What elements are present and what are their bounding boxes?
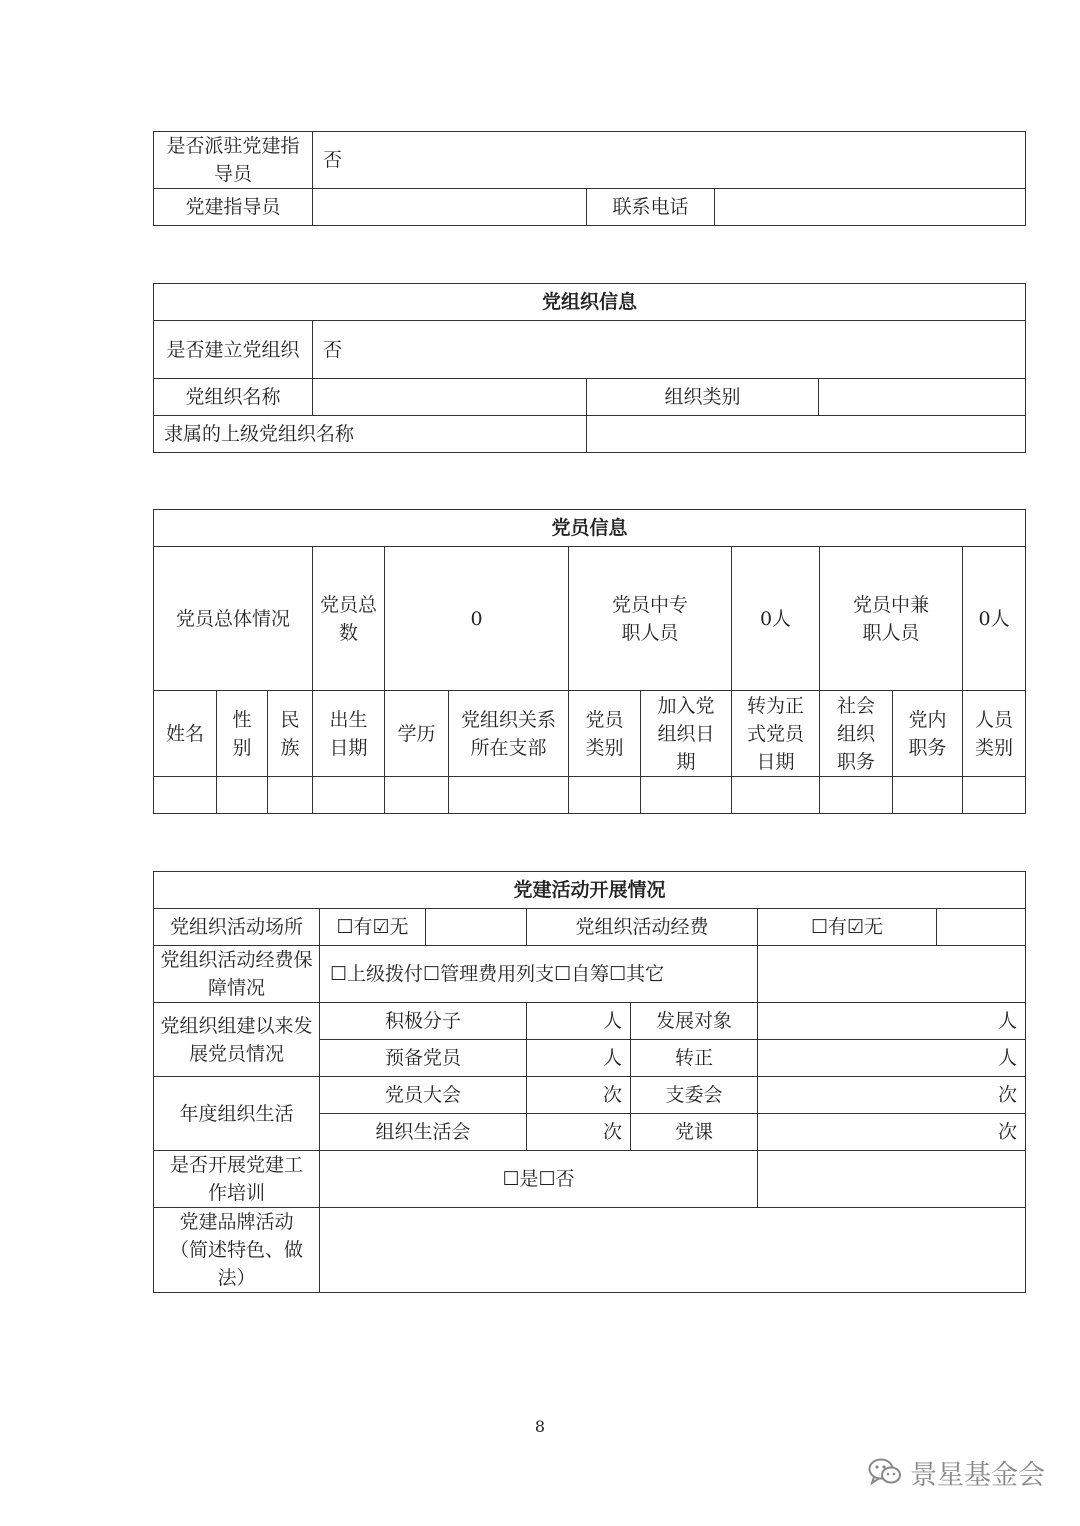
activists-unit: 人 [527, 1003, 631, 1040]
watermark [868, 1454, 1045, 1490]
table-cell [569, 777, 641, 814]
activity-table [153, 871, 1026, 1293]
wechat-icon [868, 1457, 902, 1487]
org-info-title: 党组织信息 [154, 284, 1026, 321]
org-name-value [313, 379, 587, 416]
guarantee-label: 党组织活动经费保障情况 [154, 946, 320, 1003]
congress-label: 党员大会 [320, 1077, 527, 1114]
member-parttime-value: 0人 [963, 547, 1026, 691]
guarantee-options[interactable]: ☐上级拨付☐管理费用列支☐自筹☐其它 [320, 946, 758, 1003]
col-header: 社会组织职务 [820, 691, 893, 777]
org-established-value: 否 [313, 321, 1026, 379]
confirmed-label: 转正 [631, 1040, 758, 1077]
life-meeting-unit: 次 [527, 1114, 631, 1151]
training-checkbox[interactable]: ☐是☐否 [320, 1151, 758, 1208]
table-cell [268, 777, 313, 814]
funds-checkbox[interactable]: ☐有☑无 [758, 909, 937, 946]
table-cell [449, 777, 569, 814]
org-type-label: 组织类别 [587, 379, 819, 416]
phone-value [715, 189, 1026, 226]
col-header: 党员类别 [569, 691, 641, 777]
member-overall-label: 党员总体情况 [154, 547, 313, 691]
probationary-unit: 人 [527, 1040, 631, 1077]
col-header: 人员类别 [963, 691, 1026, 777]
col-header: 姓名 [154, 691, 217, 777]
member-info-table [153, 509, 1026, 814]
phone-label: 联系电话 [587, 189, 715, 226]
watermark-text: 景星基金会 [910, 1459, 1045, 1491]
guarantee-extra [758, 946, 1026, 1003]
develop-label: 党组织组建以来发展党员情况 [154, 1003, 320, 1077]
dispatched-label: 是否派驻党建指导员 [154, 132, 313, 189]
table-cell [893, 777, 963, 814]
committee-label: 支委会 [631, 1077, 758, 1114]
col-header: 党内职务 [893, 691, 963, 777]
training-label: 是否开展党建工作培训 [154, 1151, 320, 1208]
venue-checkbox[interactable]: ☐有☑无 [320, 909, 426, 946]
life-meeting-label: 组织生活会 [320, 1114, 527, 1151]
member-total-value: 0 [385, 547, 569, 691]
member-fulltime-label: 党员中专职人员 [569, 547, 732, 691]
venue-label: 党组织活动场所 [154, 909, 320, 946]
table-cell [732, 777, 820, 814]
committee-unit: 次 [758, 1077, 1026, 1114]
org-established-label: 是否建立党组织 [154, 321, 313, 379]
venue-extra [426, 909, 527, 946]
table-cell [217, 777, 268, 814]
table-cell [641, 777, 732, 814]
dispatch-table [153, 131, 1026, 226]
class-label: 党课 [631, 1114, 758, 1151]
col-header: 加入党组织日期 [641, 691, 732, 777]
table-cell [820, 777, 893, 814]
col-header: 学历 [385, 691, 449, 777]
activity-title: 党建活动开展情况 [154, 872, 1026, 909]
funds-extra [937, 909, 1026, 946]
class-unit: 次 [758, 1114, 1026, 1151]
member-parttime-label: 党员中兼职人员 [820, 547, 963, 691]
member-total-label: 党员总数 [313, 547, 385, 691]
member-fulltime-value: 0人 [732, 547, 820, 691]
congress-unit: 次 [527, 1077, 631, 1114]
instructor-value [313, 189, 587, 226]
confirmed-unit: 人 [758, 1040, 1026, 1077]
table-cell [385, 777, 449, 814]
target-unit: 人 [758, 1003, 1026, 1040]
col-header: 党组织关系所在支部 [449, 691, 569, 777]
probationary-label: 预备党员 [320, 1040, 527, 1077]
table-cell [313, 777, 385, 814]
funds-label: 党组织活动经费 [527, 909, 758, 946]
org-name-label: 党组织名称 [154, 379, 313, 416]
org-parent-label: 隶属的上级党组织名称 [154, 416, 587, 453]
table-cell [963, 777, 1026, 814]
org-info-table [153, 283, 1026, 453]
org-parent-value [587, 416, 1026, 453]
dispatched-value: 否 [313, 132, 1026, 189]
instructor-label: 党建指导员 [154, 189, 313, 226]
target-label: 发展对象 [631, 1003, 758, 1040]
col-header: 出生日期 [313, 691, 385, 777]
page-number: 8 [534, 1417, 546, 1436]
col-header: 民族 [268, 691, 313, 777]
brand-label: 党建品牌活动（简述特色、做法） [154, 1208, 320, 1293]
activists-label: 积极分子 [320, 1003, 527, 1040]
annual-label: 年度组织生活 [154, 1077, 320, 1151]
col-header: 性别 [217, 691, 268, 777]
member-info-title: 党员信息 [154, 510, 1026, 547]
brand-value [320, 1208, 1026, 1293]
table-cell [154, 777, 217, 814]
col-header: 转为正式党员日期 [732, 691, 820, 777]
org-type-value [819, 379, 1026, 416]
training-extra [758, 1151, 1026, 1208]
